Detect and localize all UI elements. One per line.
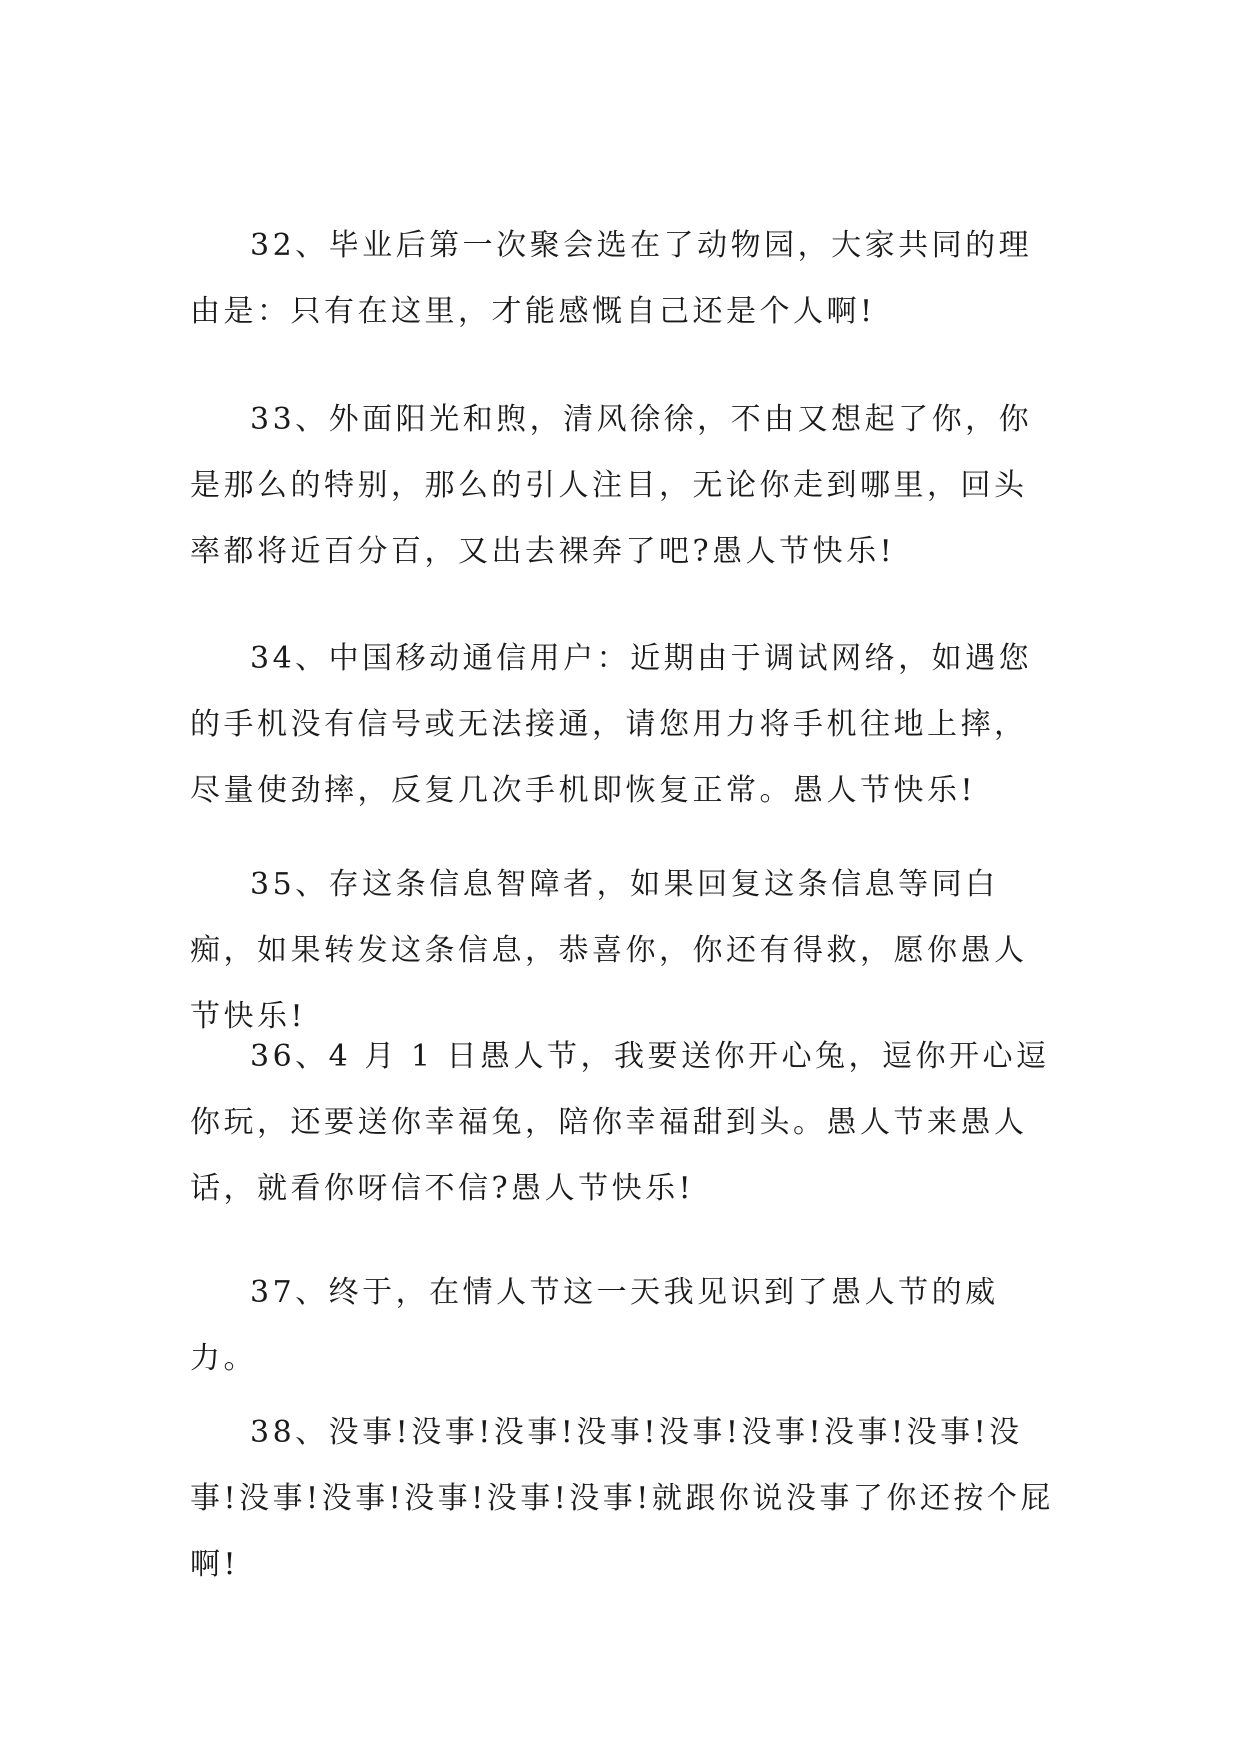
paragraph-32: 32、毕业后第一次聚会选在了动物园，大家共同的理由是：只有在这里，才能感慨自己还是个人啊! — [190, 228, 1033, 329]
paragraph-35: 35、存这条信息智障者，如果回复这条信息等同白痴，如果转发这条信息，恭喜你，你还有得救，愿你愚人节快乐! — [190, 867, 1028, 1034]
paragraph-34: 34、中国移动通信用户：近期由于调试网络，如遇您的手机没有信号或无法接通，请您用力将手机往地上摔，尽量使劲摔，反复几次手机即恢复正常。愚人节快乐! — [190, 641, 1033, 808]
paragraph-37: 37、终于，在情人节这一天我见识到了愚人节的威力。 — [190, 1275, 999, 1376]
paragraph-36: 36、4 月 1 日愚人节，我要送你开心兔，逗你开心逗你玩，还要送你幸福兔，陪你幸福甜到头。愚人节来愚人话，就看你呀信不信?愚人节快乐! — [190, 1039, 1050, 1206]
paragraph-33: 33、外面阳光和煦，清风徐徐，不由又想起了你，你是那么的特别，那么的引人注目，无论你走到哪里，回头率都将近百分百，又出去裸奔了吧?愚人节快乐! — [190, 402, 1033, 569]
paragraph-38: 38、没事!没事!没事!没事!没事!没事!没事!没事!没事!没事!没事!没事!没事!没事!就跟你说没事了你还按个屁啊! — [190, 1415, 1054, 1582]
